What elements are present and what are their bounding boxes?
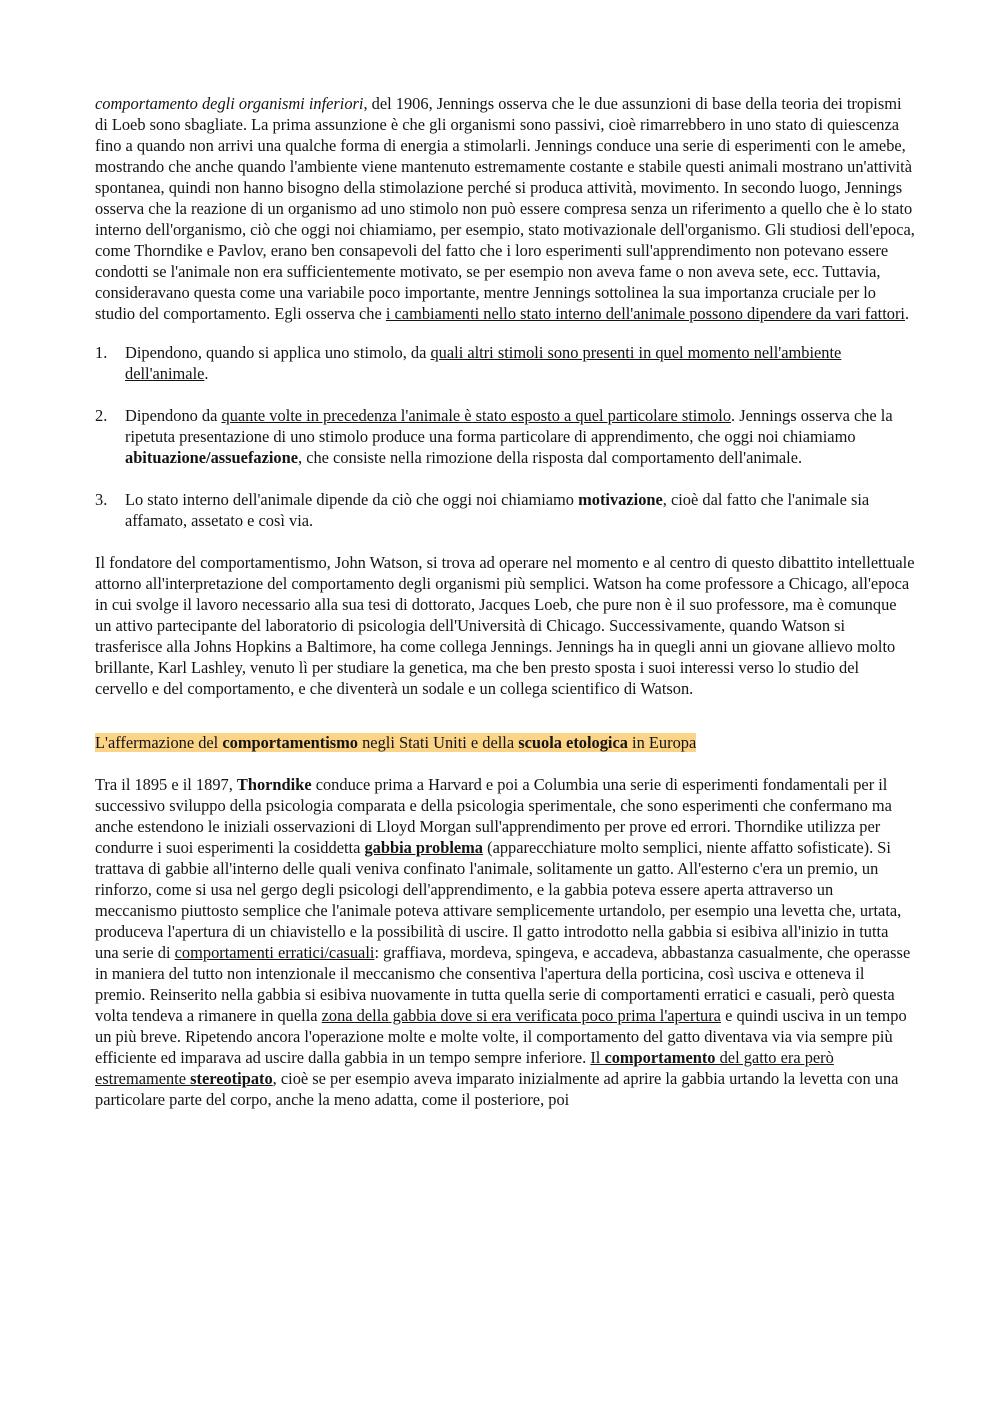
list-text: , cioè dal fatto che l'animale sia affamato, assetato e così via. [125,490,870,530]
heading-text: in Europa [627,733,697,752]
intro-end: . [904,304,910,323]
list-item [95,405,915,468]
thorndike-paragraph [95,774,915,1110]
body-text: : graffiava, mordeva, spingeva, e accadeva, abbastanza casualmente, che operasse in maniera del tutto non intenzionale il meccanismo che consentiva l'apertura della porticina, così usciva e otteneva il premio. Reinserito nella gabbia si esibiva nuovamente in tutta quella serie di comportamenti erratici e casuali, però questa volta tendeva a rimanere in quella [95,943,911,1025]
list-underlined: quante volte in precedenza l'animale è stato esposto a quel particolare stimolo [221,406,732,425]
list-text: Dipendono, quando si applica uno stimolo, da [125,343,431,362]
heading-highlight [95,733,696,752]
body-text: conduce prima a Harvard e poi a Columbia una serie di esperimenti fondamentali per il successivo sviluppo della psicologia comparata e della psicologia sperimentale, che sono esperimenti che confermano ma anche estendono le iniziali osservazioni di Lloyd Morgan sull'apprendimento per prove ed errori. Thorndike utilizza per condurre i suoi esperimenti la cosiddetta [95,775,892,857]
list-text: Lo stato interno dell'animale dipende da ciò che oggi noi chiamiamo [125,490,579,509]
list-item [95,489,915,531]
intro-underlined: i cambiamenti nello stato interno dell'animale possono dipendere da vari fattori [385,304,905,323]
section-heading [95,732,915,753]
list-bold: abituazione/assuefazione [125,448,299,467]
list-number: 1. [95,343,108,362]
bold-term: Thorndike [236,775,312,794]
underlined-text: del gatto era però estremamente [95,1048,834,1088]
body-text: (apparecchiature molto semplici, niente affatto sofisticate). Si trattava di gabbie all'interno delle quali veniva confinato l'animale, solitamente un gatto. All'esterno c'era un premio, un rinforzo, come si usa nel gergo degli psicologi dell'apprendimento, e la gabbia poteva essere aperta attraverso un meccanismo piuttosto semplice che l'animale poteva attivare semplicemente urtandolo, per esempio una levetta che, urtata, produceva l'apertura di un chiavistello e la possibilità di uscire. Il gatto introdotto nella gabbia si esibiva all'inizio in tutta una serie di [95,838,902,962]
heading-bold: comportamentismo [222,733,358,752]
list-text: . Jennings osserva che la ripetuta presentazione di uno stimolo produce una forma particolare di apprendimento, che oggi noi chiamiamo [125,406,893,446]
bold-underlined-term: stereotipato [190,1069,273,1088]
underlined-phrase: comportamenti erratici/casuali [174,943,375,962]
intro-paragraph [95,93,915,324]
document-page [95,93,915,1110]
list-item [95,342,915,384]
heading-text: negli Stati Uniti e della [358,733,519,752]
list-text: . [204,364,209,383]
list-number: 3. [95,490,108,509]
bold-underlined-term: comportamento [604,1048,716,1067]
factors-list [95,342,915,531]
book-title-italic: comportamento degli organismi inferiori [95,94,364,113]
list-underlined: quali altri stimoli sono presenti in quel momento nell'ambiente dell'animale [125,343,842,383]
heading-bold: scuola etologica [518,733,628,752]
body-text: , cioè se per esempio aveva imparato inizialmente ad aprire la gabbia urtando la levetta con una particolare parte del corpo, anche la meno adatta, come il posteriore, poi [95,1069,899,1109]
list-bold: motivazione [578,490,663,509]
underlined-phrase: zona della gabbia dove si era verificata poco prima l'apertura [321,1006,721,1025]
underlined-text: Il [590,1048,605,1067]
list-text: , che consiste nella rimozione della risposta dal comportamento dell'animale. [298,448,803,467]
heading-text: L'affermazione del [95,733,223,752]
list-text: Dipendono da [125,406,222,425]
watson-paragraph: Il fondatore del comportamentismo, John Watson, si trova ad operare nel momento e al centro di questo dibattito intellettuale attorno all'interpretazione del comportamento degli organismi più semplici. Watson ha come professore a Chicago, all'epoca in cui svolge il lavoro necessario alla sua tesi di dottorato, Jacques Loeb, che pure non è il suo professore, ma è comunque un attivo partecipante del laboratorio di psicologia dell'Università di Chicago. Successivamente, quando Watson si trasferisce alla Johns Hopkins a Baltimore, ha come collega Jennings. Jennings ha in quegli anni un giovane allievo molto brillante, Karl Lashley, venuto lì per studiare la genetica, ma che ben presto sposta i suoi interessi verso lo studio del cervello e del comportamento, e che diventerà un sodale e un collega scientifico di Watson. [95,553,915,698]
intro-text: , del 1906, Jennings osserva che le due assunzioni di base della teoria dei tropismi di Loeb sono sbagliate. La prima assunzione è che gli organismi sono passivi, cioè rimarrebbero in uno stato di quiescenza fino a quando non arrivi una qualche forma di energia a stimolarli. Jennings conduce una serie di esperimenti con le amebe, mostrando che anche quando l'ambiente viene mantenuto estremamente costante e stabile questi animali mostrano un'attività spontanea, quindi non hanno bisogno della stimolazione perché si produca attività, movimento. In secondo luogo, Jennings osserva che la reazione di un organismo ad uno stimolo non può essere compresa senza un riferimento a quello che è lo stato interno dell'organismo, ciò che oggi noi chiamiamo, per esempio, stato motivazionale dell'organismo. Gli studiosi dell'epoca, come Thorndike e Pavlov, erano ben consapevoli del fatto che i loro esperimenti sull'apprendimento non potevano essere condotti se l'animale non era sufficientemente motivato, se per esempio non aveva fame o non aveva sete, ecc. Tuttavia, consideravano questa come una variabile poco importante, mentre Jennings sottolinea la sua importanza cruciale per lo studio del comportamento. Egli osserva che [95,94,915,323]
body-text: e quindi usciva in un tempo un più breve. Ripetendo ancora l'operazione molte e molte volte, il comportamento del gatto diventava via via sempre più efficiente ed imparava ad uscire dalla gabbia in un tempo sempre inferiore. [95,1006,907,1067]
list-number: 2. [95,406,108,425]
bold-underlined-term: gabbia problema [364,838,484,857]
body-text: Tra il 1895 e il 1897, [95,775,237,794]
